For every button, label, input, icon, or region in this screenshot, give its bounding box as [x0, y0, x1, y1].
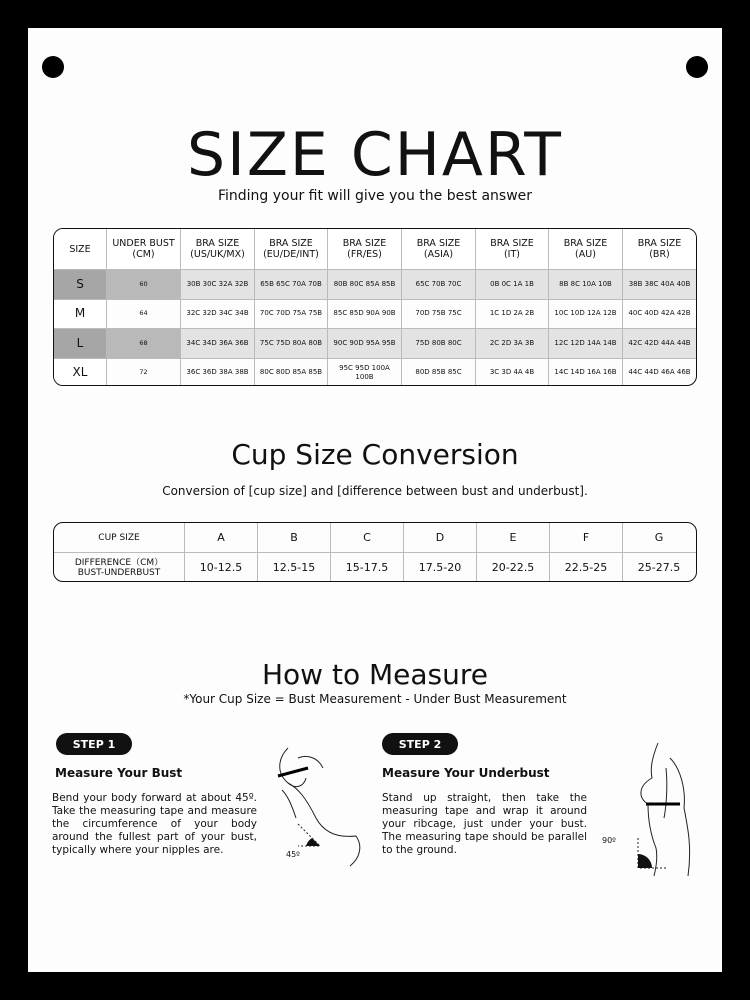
table-cell: 3C 3D 4A 4B [475, 359, 548, 387]
measure-section-title: How to Measure [262, 658, 488, 691]
size-cell: XL [54, 359, 106, 387]
table-cell: 1C 1D 2A 2B [475, 300, 548, 329]
table-cell: 12C 12D 14A 14B [548, 329, 622, 358]
difference-cell: 12.5-15 [257, 553, 330, 582]
table-cell: 8B 8C 10A 10B [548, 270, 622, 299]
size-table [53, 228, 697, 386]
difference-row [54, 552, 696, 582]
header-fr [327, 229, 401, 269]
cup-size-cell: D [403, 523, 476, 552]
table-cell: 90C 90D 95A 95B [327, 329, 401, 358]
cup-section-title: Cup Size Conversion [231, 438, 519, 471]
cup-table [53, 522, 697, 582]
size-cell: M [54, 300, 106, 329]
cup-size-row [54, 523, 696, 552]
header-text: BRA SIZE [563, 238, 608, 249]
header-text: (FR/ES) [347, 249, 382, 260]
cup-section-description: Conversion of [cup size] and [difference between bust and underbust]. [162, 484, 588, 498]
table-cell: 75D 80B 80C [401, 329, 475, 358]
angle-90-label: 90º [602, 836, 616, 845]
under-bust-cell: 60 [106, 270, 180, 299]
measure-formula: *Your Cup Size = Bust Measurement - Under Bust Measurement [183, 692, 567, 706]
difference-label-line: DIFFERENCE（CM） [74, 557, 164, 568]
header-text: UNDER BUST [112, 238, 175, 249]
underbust-measure-illustration [608, 738, 698, 878]
difference-cell: 17.5-20 [403, 553, 476, 582]
table-cell: 10C 10D 12A 12B [548, 300, 622, 329]
table-cell: 95C 95D 100A 100B [327, 359, 401, 387]
table-cell: 36C 36D 38A 38B [180, 359, 254, 387]
step-1-title: Measure Your Bust [55, 766, 183, 780]
table-cell: 34C 34D 36A 36B [180, 329, 254, 358]
page-subtitle: Finding your fit will give you the best answer [217, 188, 533, 204]
difference-label [54, 553, 184, 582]
table-cell: 70C 70D 75A 75B [254, 300, 327, 329]
header-text: (AU) [575, 249, 596, 260]
difference-cell: 10-12.5 [184, 553, 257, 582]
table-cell: 38B 38C 40A 40B [622, 270, 696, 299]
table-cell: 80C 80D 85A 85B [254, 359, 327, 387]
header-size [54, 229, 106, 269]
table-cell: 80D 85B 85C [401, 359, 475, 387]
table-cell: 14C 14D 16A 16B [548, 359, 622, 387]
header-text: (CM) [132, 249, 155, 260]
step-1-pill: STEP 1 [56, 733, 132, 755]
header-text: (ASIA) [423, 249, 454, 260]
step-2-pill: STEP 2 [382, 733, 458, 755]
table-cell: 80B 80C 85A 85B [327, 270, 401, 299]
cup-size-cell: F [549, 523, 622, 552]
size-chart-page [28, 28, 722, 972]
under-bust-cell: 72 [106, 359, 180, 387]
cup-size-cell: E [476, 523, 549, 552]
header-text: BRA SIZE [490, 238, 534, 249]
punch-hole-left [42, 56, 64, 78]
header-text: (US/UK/MX) [190, 249, 245, 260]
table-cell: 2C 2D 3A 3B [475, 329, 548, 358]
cup-size-cell: B [257, 523, 330, 552]
angle-45-label: 45º [286, 850, 300, 859]
header-br [622, 229, 696, 269]
table-cell: 70D 75B 75C [401, 300, 475, 329]
header-text: BRA SIZE [342, 238, 387, 249]
difference-cell: 25-27.5 [622, 553, 695, 582]
bust-measure-illustration [268, 728, 368, 878]
header-au [548, 229, 622, 269]
step-2-title: Measure Your Underbust [382, 766, 550, 780]
header-text: (BR) [649, 249, 670, 260]
step-2-text: Stand up straight, then take the measuring tape and wrap it around your ribcage, just under your bust. The measuring tape should be parallel to the ground. [382, 792, 587, 856]
header-us [180, 229, 254, 269]
header-text: BRA SIZE [637, 238, 682, 249]
under-bust-cell: 64 [106, 300, 180, 329]
difference-cell: 20-22.5 [476, 553, 549, 582]
header-asia [401, 229, 475, 269]
header-text: BRA SIZE [416, 238, 461, 249]
header-text: (IT) [503, 249, 520, 260]
table-cell: 0B 0C 1A 1B [475, 270, 548, 299]
header-under-bust [106, 229, 180, 269]
cup-size-cell: G [622, 523, 695, 552]
header-text: SIZE [69, 243, 91, 255]
difference-label-line: BUST-UNDERBUST [77, 567, 161, 578]
table-row [54, 269, 696, 299]
header-eu [254, 229, 327, 269]
header-text: BRA SIZE [195, 238, 240, 249]
punch-hole-right [686, 56, 708, 78]
under-bust-cell: 68 [106, 329, 180, 358]
difference-cell: 15-17.5 [330, 553, 403, 582]
cup-size-cell: C [330, 523, 403, 552]
page-title: SIZE CHART [187, 120, 563, 190]
table-cell: 30B 30C 32A 32B [180, 270, 254, 299]
step-1-text: Bend your body forward at about 45º. Take the measuring tape and measure the circumference of your body around the fullest part of your bust, typically where your nipples are. [52, 792, 257, 856]
header-it [475, 229, 548, 269]
size-cell: L [54, 329, 106, 358]
table-cell: 85C 85D 90A 90B [327, 300, 401, 329]
table-row [54, 358, 696, 387]
header-text: (EU/DE/INT) [263, 249, 319, 260]
difference-cell: 22.5-25 [549, 553, 622, 582]
table-cell: 44C 44D 46A 46B [622, 359, 696, 387]
table-cell: 75C 75D 80A 80B [254, 329, 327, 358]
table-cell: 32C 32D 34C 34B [180, 300, 254, 329]
table-cell: 65C 70B 70C [401, 270, 475, 299]
table-cell: 42C 42D 44A 44B [622, 329, 696, 358]
size-cell: S [54, 270, 106, 299]
table-row [54, 328, 696, 358]
header-text: BRA SIZE [269, 238, 313, 249]
cup-size-cell: A [184, 523, 257, 552]
size-table-header [54, 229, 696, 269]
table-row [54, 299, 696, 329]
cup-size-label: CUP SIZE [98, 532, 140, 543]
table-cell: 40C 40D 42A 42B [622, 300, 696, 329]
table-cell: 65B 65C 70A 70B [254, 270, 327, 299]
